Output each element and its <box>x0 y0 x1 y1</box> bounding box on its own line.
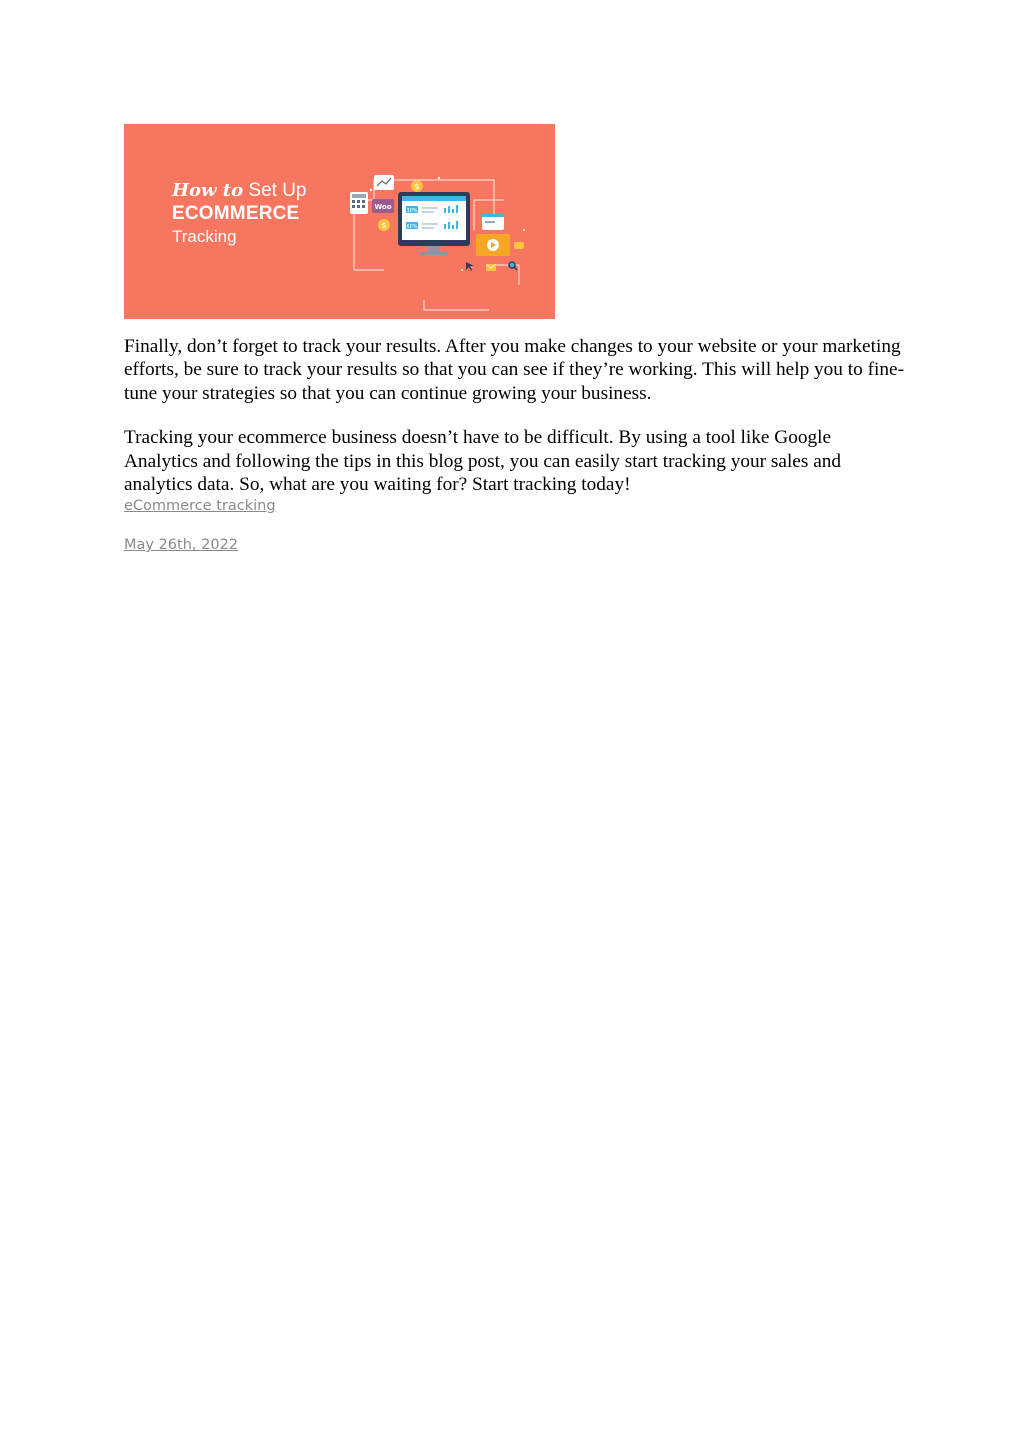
hero-title-setup: Set Up <box>248 180 307 201</box>
chart-window-icon <box>374 175 394 190</box>
hero-title-line1 <box>172 180 306 202</box>
svg-text:$: $ <box>381 221 387 230</box>
stat-a-label: 30% <box>406 208 418 214</box>
hero-title-ecommerce: ECOMMERCE <box>172 203 300 224</box>
document-window-icon <box>482 214 504 230</box>
article-paragraph: Finally, don’t forget to track your results. After you make changes to your website or your marketing efforts, be sure to track your results so that you can see if they’re working. This will help you to fine-tune your strategies so that you can continue growing your business. <box>124 336 904 404</box>
video-player-icon <box>476 234 510 256</box>
category-tag-link[interactable]: eCommerce tracking <box>124 498 276 515</box>
svg-text:$: $ <box>414 182 420 191</box>
monitor-icon <box>398 192 470 255</box>
stat-b-label: 60% <box>406 224 418 230</box>
article-body <box>124 335 904 555</box>
calculator-icon <box>350 192 368 214</box>
chat-bubble-icon <box>514 242 524 249</box>
woo-badge-icon <box>372 199 394 213</box>
hero-title <box>172 180 306 248</box>
cursor-icon <box>466 262 474 271</box>
envelope-icon <box>486 264 496 271</box>
magnifier-icon <box>509 262 517 270</box>
hero-title-script: How to <box>172 180 244 201</box>
article-paragraph: Tracking your ecommerce business doesn’t have to be difficult. By using a tool like Google Analytics and following the tips in this blog post, you can easily start tracking your sales and analytics data. So, what are you waiting for? Start tracking today! <box>124 427 842 496</box>
ecommerce-illustration <box>344 170 544 319</box>
woo-badge-label: Woo <box>374 203 392 211</box>
hero-title-tracking: Tracking <box>172 227 237 246</box>
hero-banner-image <box>124 124 555 319</box>
post-date-link[interactable]: May 26th, 2022 <box>124 537 239 554</box>
